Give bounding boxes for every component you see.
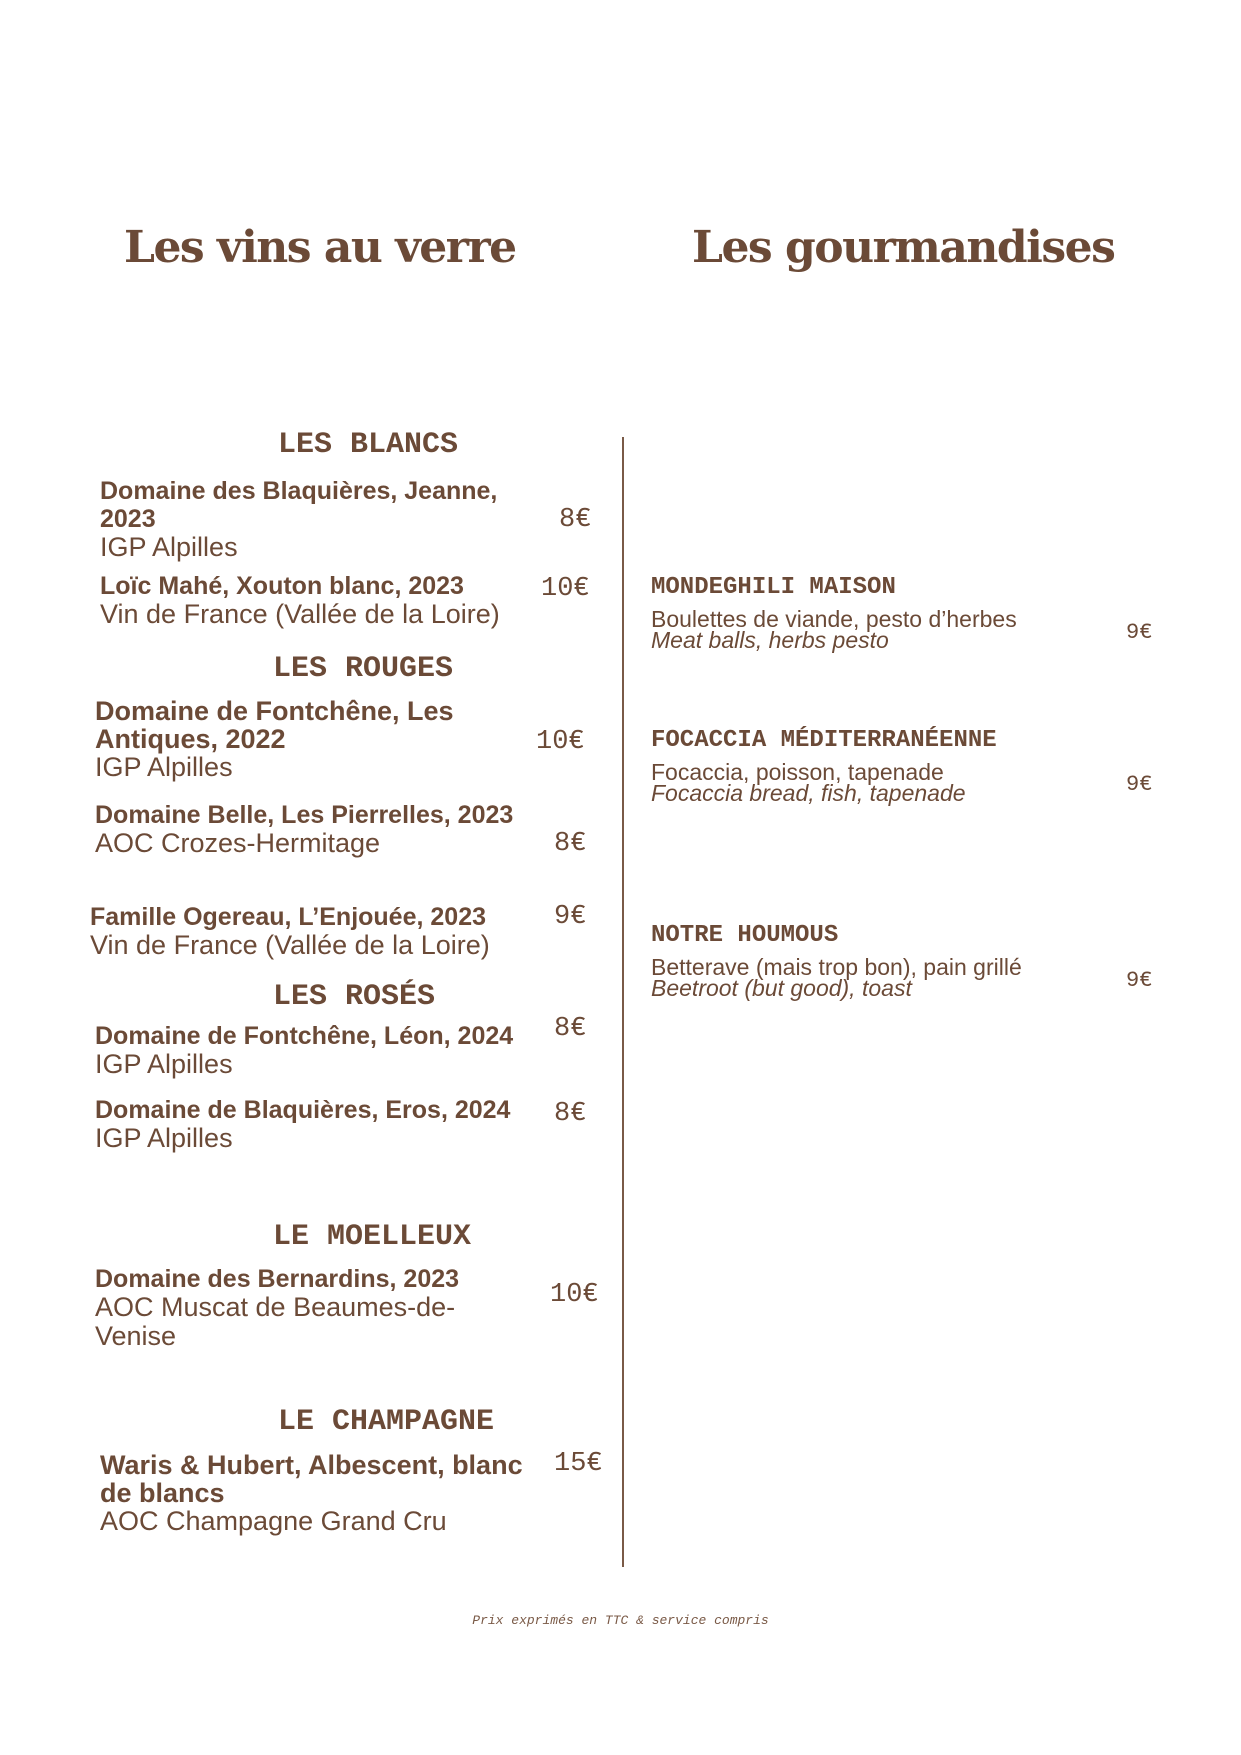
food-desc-fr: Focaccia, poisson, tapenade <box>651 759 944 785</box>
section-roses-heading: LES ROSÉS <box>273 980 436 1014</box>
food-desc-fr: Betterave (mais trop bon), pain grillé <box>651 954 1022 980</box>
wine-price: 10€ <box>536 727 585 757</box>
wine-item <box>95 1022 555 1079</box>
wine-name: Famille Ogereau, L’Enjouée, 2023 <box>90 903 486 931</box>
wine-origin: AOC Champagne Grand Cru <box>100 1506 447 1536</box>
wine-name: Loïc Mahé, Xouton blanc, 2023 <box>100 572 464 600</box>
wine-name: Domaine des Blaquières, Jeanne, 2023 <box>100 477 498 533</box>
section-rouges-heading: LES ROUGES <box>273 652 454 686</box>
section-moelleux-heading: LE MOELLEUX <box>273 1220 472 1254</box>
wine-price: 8€ <box>554 829 587 859</box>
wine-price: 15€ <box>554 1449 603 1479</box>
wine-price: 10€ <box>541 574 590 604</box>
food-desc-en: Focaccia bread, fish, tapenade <box>651 780 966 806</box>
wine-origin: IGP Alpilles <box>95 1049 233 1079</box>
wine-origin: AOC Muscat de Beaumes-de-Venise <box>95 1292 456 1351</box>
wine-name: Domaine des Bernardins, 2023 <box>95 1265 460 1293</box>
section-blancs-heading: LES BLANCS <box>278 428 459 462</box>
food-price: 9€ <box>1126 620 1153 645</box>
wine-item <box>95 1096 515 1153</box>
food-price: 9€ <box>1126 772 1153 797</box>
food-desc-fr: Boulettes de viande, pesto d’herbes <box>651 606 1017 632</box>
food-title: Les gourmandises <box>692 222 1115 273</box>
wine-price: 8€ <box>554 1014 587 1044</box>
food-price: 9€ <box>1126 968 1153 993</box>
wine-origin: IGP Alpilles <box>100 532 238 562</box>
wines-title: Les vins au verre <box>124 222 516 273</box>
food-item <box>651 727 997 804</box>
food-title: NOTRE HOUMOUS <box>651 922 839 949</box>
wine-name: Domaine de Fontchêne, Les Antiques, 2022 <box>95 696 454 754</box>
section-champagne-heading: LE CHAMPAGNE <box>278 1405 495 1439</box>
wine-item <box>100 477 540 562</box>
footer-note: Prix exprimés en TTC & service compris <box>472 1613 769 1628</box>
wine-origin: IGP Alpilles <box>95 752 233 782</box>
wine-name: Domaine Belle, Les Pierrelles, 2023 <box>95 801 514 829</box>
wine-origin: AOC Crozes-Hermitage <box>95 828 381 858</box>
wine-name: Domaine de Fontchêne, Léon, 2024 <box>95 1022 514 1050</box>
wine-origin: Vin de France (Vallée de la Loire) <box>90 930 490 960</box>
wine-item <box>95 1265 505 1351</box>
wine-price: 8€ <box>559 505 592 535</box>
wine-name: Domaine de Blaquières, Eros, 2024 <box>95 1096 511 1124</box>
wine-item <box>100 1451 530 1536</box>
wine-price: 9€ <box>554 902 587 932</box>
wine-price: 10€ <box>550 1280 599 1310</box>
wine-origin: IGP Alpilles <box>95 1123 233 1153</box>
wine-price: 8€ <box>554 1099 587 1129</box>
food-desc-en: Beetroot (but good), toast <box>651 975 912 1001</box>
wine-origin: Vin de France (Vallée de la Loire) <box>100 599 500 629</box>
wine-item <box>95 801 515 858</box>
food-desc-en: Meat balls, herbs pesto <box>651 627 889 653</box>
wine-item <box>95 697 515 782</box>
food-item <box>651 922 1022 999</box>
wine-item <box>90 903 550 960</box>
food-item <box>651 574 1017 651</box>
food-title: FOCACCIA MÉDITERRANÉENNE <box>651 727 997 754</box>
wine-name: Waris & Hubert, Albescent, blanc de blancs <box>100 1450 523 1508</box>
column-divider <box>622 437 624 1567</box>
wine-item <box>100 572 540 629</box>
food-title: MONDEGHILI MAISON <box>651 574 896 601</box>
